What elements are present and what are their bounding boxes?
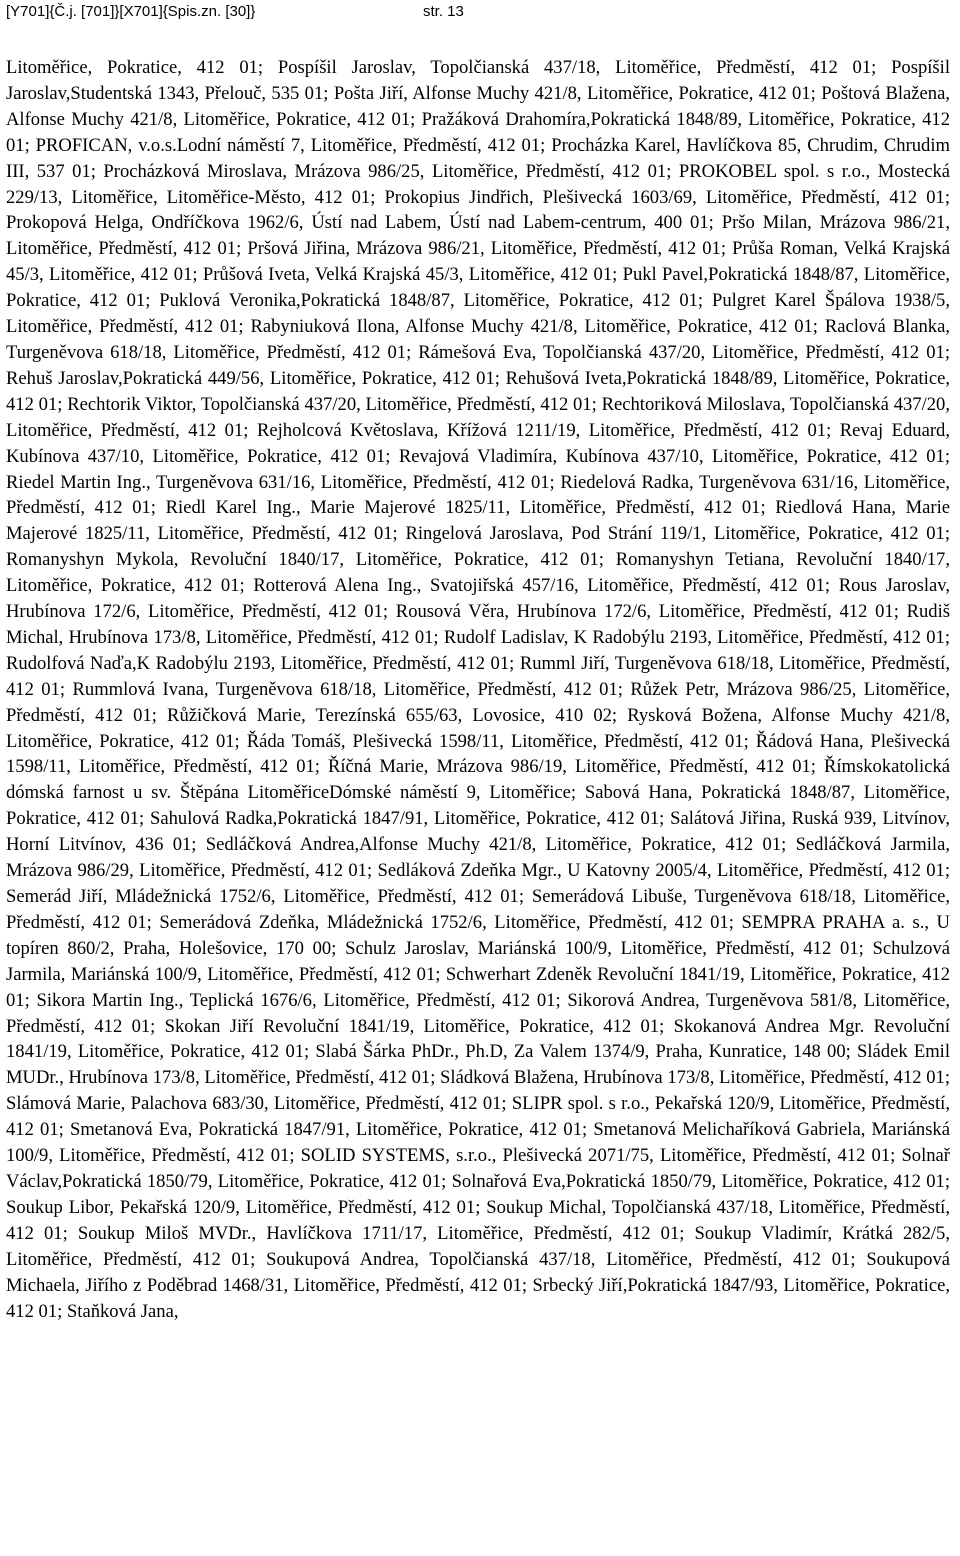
body-paragraph: Litoměřice, Pokratice, 412 01; Pospíšil Jaroslav, Topolčianská 437/18, Litoměřice, Předměstí, 412 01; Pospíšil Jaroslav,Studentská 1343, Přelouč, 535 01; Pošta Jiří, Alfonse Muchy 421/8, Litoměřice, Pokratice, 412 01; Poštová Blažena, Alfonse Muchy 421/8, Litoměřice, Pokratice, 412 01; Pražáková Drahomíra,Pokratická 1848/89, Litoměřice, Pokratice, 412 01; PROFICAN, v.o.s.Lodní náměstí 7, Litoměřice, Předměstí, 412 01; Procházka Karel, Havlíčkova 85, Chrudim, Chrudim III, 537 01; Procházková Miroslava, Mrázova 986/25, Litoměřice, Předměstí, 412 01; PROKOBEL spol. s r.o., Mostecká 229/13, Litoměřice, Litoměřice-Město, 412 01; Prokopius Jindřich, Plešivecká 1603/69, Litoměřice, Předměstí, 412 01; Prokopová Helga, Ondříčkova 1962/6, Ústí nad Labem, Ústí nad Labem-centrum, 400 01; Pršo Milan, Mrázova 986/21, Litoměřice, Předměstí, 412 01; Pršová Jiřina, Mrázova 986/21, Litoměřice, Předměstí, 412 01; Průša Roman, Velká Krajská 45/3, Litoměřice, 412 01; Průšová Iveta, Velká Krajská 45/3, Litoměřice, 412 01; Pukl Pavel,Pokratická 1848/87, Litoměřice, Pokratice, 412 01; Puklová Veronika,Pokratická 1848/87, Litoměřice, Pokratice, 412 01; Pulgret Karel Špálova 1938/5, Litoměřice, Předměstí, 412 01; Rabyniuková Ilona, Alfonse Muchy 421/8, Litoměřice, Pokratice, 412 01; Raclová Blanka, Turgeněvova 618/18, Litoměřice, Předměstí, 412 01; Rámešová Eva, Topolčianská 437/20, Litoměřice, Předměstí, 412 01; Rehuš Jaroslav,Pokratická 449/56, Litoměřice, Pokratice, 412 01; Rehušová Iveta,Pokratická 1848/89, Litoměřice, Pokratice, 412 01; Rechtorik Viktor, Topolčianská 437/20, Litoměřice, Předměstí, 412 01; Rechtoriková Miloslava, Topolčianská 437/20, Litoměřice, Předměstí, 412 01; Rejholcová Květoslava, Křížová 1211/19, Litoměřice, Předměstí, 412 01; Revaj Eduard, Kubínova 437/10, Litoměřice, Pokratice, 412 01; Revajová Vladimíra, Kubínova 437/10, Litoměřice, Pokratice, 412 01; Riedel Martin Ing., Turgeněvova 631/16, Litoměřice, Předměstí, 412 01; Riedelová Radka, Turgeněvova 631/16, Litoměřice, Předměstí, 412 01; Riedl Karel Ing., Marie Majerové 1825/11, Litoměřice, Předměstí, 412 01; Riedlová Hana, Marie Majerové 1825/11, Litoměřice, Předměstí, 412 01; Ringelová Jaroslava, Pod Strání 119/1, Litoměřice, Pokratice, 412 01; Romanyshyn Mykola, Revoluční 1840/17, Litoměřice, Pokratice, 412 01; Romanyshyn Tetiana, Revoluční 1840/17, Litoměřice, Pokratice, 412 01; Rotterová Alena Ing., Svatojiřská 457/16, Litoměřice, Předměstí, 412 01; Rous Jaroslav, Hrubínova 172/6, Litoměřice, Předměstí, 412 01; Rousová Věra, Hrubínova 172/6, Litoměřice, Předměstí, 412 01; Rudiš Michal, Hrubínova 173/8, Litoměřice, Předměstí, 412 01; Rudolf Ladislav, K Radobýlu 2193, Litoměřice, Předměstí, 412 01; Rudolfová Naďa,K Radobýlu 2193, Litoměřice, Předměstí, 412 01; Rumml Jiří, Turgeněvova 618/18, Litoměřice, Předměstí, 412 01; Rummlová Ivana, Turgeněvova 618/18, Litoměřice, Předměstí, 412 01; Růžek Petr, Mrázova 986/25, Litoměřice, Předměstí, 412 01; Růžičková Marie, Terezínská 655/63, Lovosice, 410 02; Rysková Božena, Alfonse Muchy 421/8, Litoměřice, Pokratice, 412 01; Řáda Tomáš, Plešivecká 1598/11, Litoměřice, Předměstí, 412 01; Řádová Hana, Plešivecká 1598/11, Litoměřice, Předměstí, 412 01; Říčná Marie, Mrázova 986/19, Litoměřice, Předměstí, 412 01; Římskokatolická dómská farnost u sv. Štěpána LitoměřiceDómské náměstí 9, Litoměřice; Sabová Hana, Pokratická 1848/87, Litoměřice, Pokratice, 412 01; Sahulová Radka,Pokratická 1847/91, Litoměřice, Pokratice, 412 01; Salátová Jiřina, Ruská 939, Litvínov, Horní Litvínov, 436 01; Sedláčková Andrea,Alfonse Muchy 421/8, Litoměřice, Pokratice, 412 01; Sedláčková Jarmila, Mrázova 986/29, Litoměřice, Předměstí, 412 01; Sedláková Zdeňka Mgr., U Katovny 2005/4, Litoměřice, Předměstí, 412 01; Semerád Jiří, Mládežnická 1752/6, Litoměřice, Předměstí, 412 01; Semerádová Libuše, Turgeněvova 618/18, Litoměřice, Předměstí, 412 01; Semerádová Zdeňka, Mládežnická 1752/6, Litoměřice, Předměstí, 412 01; SEMPRA PRAHA a. s., U topíren 860/2, Praha, Holešovice, 170 00; Schulz Jaroslav, Mariánská 100/9, Litoměřice, Předměstí, 412 01; Schulzová Jarmila, Mariánská 100/9, Litoměřice, Předměstí, 412 01; Schwerhart Zdeněk Revoluční 1841/19, Litoměřice, Pokratice, 412 01; Sikora Martin Ing., Teplická 1676/6, Litoměřice, Předměstí, 412 01; Sikorová Andrea, Turgeněvova 581/8, Litoměřice, Předměstí, 412 01; Skokan Jiří Revoluční 1841/19, Litoměřice, Pokratice, 412 01; Skokanová Andrea Mgr. Revoluční 1841/19, Litoměřice, Pokratice, 412 01; Slabá Šárka PhDr., Ph.D, Za Valem 1374/9, Praha, Kunratice, 148 00; Sládek Emil MUDr., Hrubínova 173/8, Litoměřice, Předměstí, 412 01; Sládková Blažena, Hrubínova 173/8, Litoměřice, Předměstí, 412 01; Slámová Marie, Palachova 683/30, Litoměřice, Předměstí, 412 01; SLIPR spol. s r.o., Pekařská 120/9, Litoměřice, Předměstí, 412 01; Smetanová Eva, Pokratická 1847/91, Litoměřice, Pokratice, 412 01; Smetanová Melichaříková Gabriela, Mariánská 100/9, Litoměřice, Předměstí, 412 01; SOLID SYSTEMS, s.r.o., Plešivecká 2071/75, Litoměřice, Předměstí, 412 01; Solnař Václav,Pokratická 1850/79, Litoměřice, Pokratice, 412 01; Solnařová Eva,Pokratická 1850/79, Litoměřice, Pokratice, 412 01; Soukup Libor, Pekařská 120/9, Litoměřice, Předměstí, 412 01; Soukup Michal, Topolčianská 437/18, Litoměřice, Předměstí, 412 01; Soukup Miloš MVDr., Havlíčkova 1711/17, Litoměřice, Předměstí, 412 01; Soukup Vladimír, Krátká 282/5, Litoměřice, Předměstí, 412 01; Soukupová Andrea, Topolčianská 437/18, Litoměřice, Předměstí, 412 01; Soukupová Michaela, Jiřího z Poděbrad 1468/31, Litoměřice, Předměstí, 412 01; Srbecký Jiří,Pokratická 1847/93, Litoměřice, Pokratice, 412 01; Staňková Jana, <box>6 57 950 1322</box>
document-reference: [Y701]{Č.j. [701]}[X701]{Spis.zn. [30]} <box>6 3 256 20</box>
page-header <box>6 2 946 24</box>
page-number: str. 13 <box>423 3 464 20</box>
